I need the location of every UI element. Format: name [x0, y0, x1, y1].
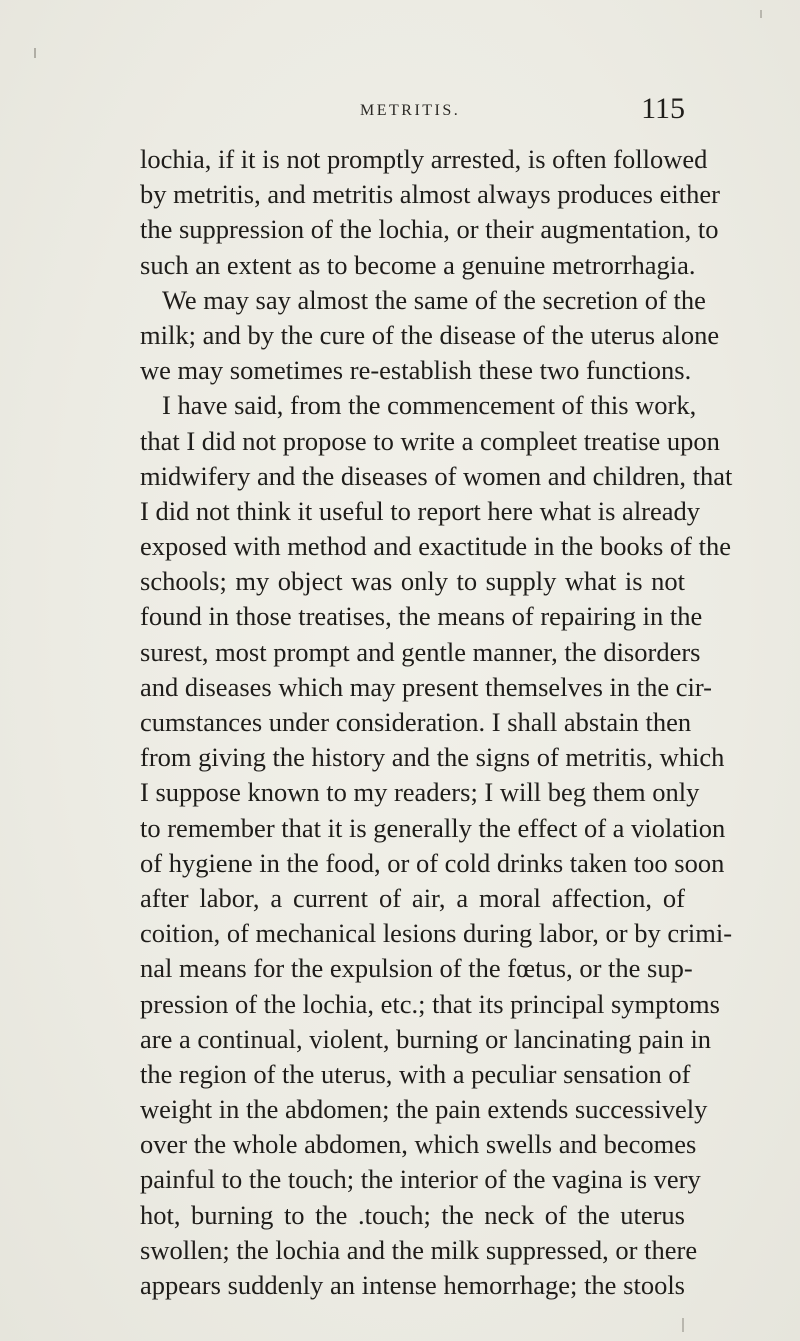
text-line: the region of the uterus, with a peculiar sensation of	[140, 1058, 691, 1089]
text-line: we may sometimes re-establish these two functions.	[140, 355, 692, 386]
text-line: midwifery and the diseases of women and children, that	[140, 460, 733, 491]
text-line: are a continual, violent, burning or lancinating pain in	[140, 1023, 712, 1054]
text-line: surest, most prompt and gentle manner, the disorders	[140, 636, 701, 667]
text-line: by metritis, and metritis almost always produces either	[140, 179, 720, 210]
text-line: that I did not propose to write a compleet treatise upon	[140, 425, 720, 456]
text-line: weight in the abdomen; the pain extends successively	[140, 1094, 708, 1125]
text-line: to remember that it is generally the effect of a violation	[140, 812, 726, 843]
text-line: I did not think it useful to report here what is already	[140, 495, 701, 526]
text-line: schools; my object was only to supply what is not	[140, 566, 685, 597]
page-number: 115	[641, 92, 685, 125]
text-line: of hygiene in the food, or of cold drinks taken too soon	[140, 847, 725, 878]
text-line: We may say almost the same of the secretion of the	[162, 284, 706, 315]
text-line: coition, of mechanical lesions during labor, or by crimi-	[140, 918, 733, 949]
text-line: hot, burning to the .touch; the neck of the uterus	[140, 1199, 685, 1230]
running-title: METRITIS.	[360, 102, 461, 119]
text-line: lochia, if it is not promptly arrested, is often followed	[140, 144, 708, 174]
text-line: painful to the touch; the interior of the vagina is very	[140, 1164, 701, 1195]
text-line: from giving the history and the signs of metritis, which	[140, 742, 725, 773]
text-line: appears suddenly an intense hemorrhage; the stools	[140, 1270, 685, 1300]
text-line: milk; and by the cure of the disease of the uterus alone	[140, 319, 720, 350]
text-line: the suppression of the lochia, or their augmentation, to	[140, 214, 719, 245]
text-line: swollen; the lochia and the milk suppressed, or there	[140, 1234, 698, 1265]
text-line: over the whole abdomen, which swells and becomes	[140, 1129, 697, 1160]
text-line: exposed with method and exactitude in the books of the	[140, 531, 731, 562]
text-line: pression of the lochia, etc.; that its principal symptoms	[140, 988, 720, 1019]
text-line: after labor, a current of air, a moral affection, of	[140, 882, 685, 913]
text-line: such an extent as to become a genuine metrorrhagia.	[140, 249, 696, 280]
text-line: I suppose known to my readers; I will beg them only	[140, 777, 700, 808]
text-line: cumstances under consideration. I shall abstain then	[140, 707, 692, 737]
text-line: and diseases which may present themselves in the cir-	[140, 671, 712, 702]
text-line: nal means for the expulsion of the fœtus, or the sup-	[140, 953, 693, 984]
text-line: I have said, from the commencement of this work,	[162, 390, 697, 421]
text-line: found in those treatises, the means of repairing in the	[140, 601, 703, 632]
